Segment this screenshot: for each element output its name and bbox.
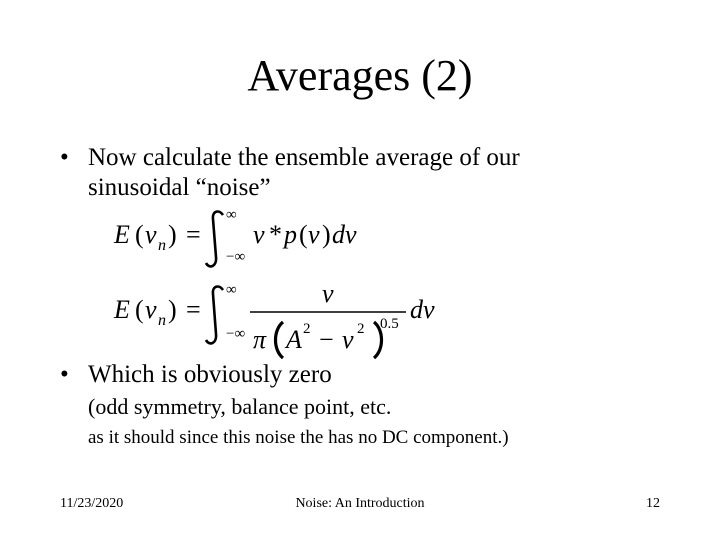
eq2-left-big-paren [276, 322, 284, 358]
equation-2 [110, 278, 455, 363]
eq1-subscript-n: n [158, 237, 166, 254]
equation-1 [110, 205, 400, 275]
eq2-v-denominator: v [342, 325, 354, 354]
eq1-equals: = [186, 220, 201, 249]
eq1-star: * [269, 220, 282, 249]
eq2-right-big-paren [374, 322, 382, 358]
footer-title: Noise: An Introduction [295, 496, 425, 511]
eq2-lparen: ( [135, 295, 144, 324]
eq2-dv: dv [410, 295, 435, 324]
eq1-dv: dv [332, 220, 357, 249]
eq2-equals: = [186, 295, 201, 324]
eq2-v-exponent: 2 [357, 321, 365, 337]
footer-page-number: 12 [646, 496, 660, 511]
eq1-lower-limit: −∞ [226, 249, 246, 265]
eq2-lower-limit: −∞ [226, 326, 246, 342]
eq1-E: E [114, 220, 130, 249]
eq2-A: A [286, 325, 302, 354]
eq1-v2: v [253, 220, 265, 249]
bullet-dot: • [60, 361, 69, 388]
eq2-v: v [145, 295, 157, 324]
eq2-pi: π [253, 325, 267, 354]
eq2-subscript-n: n [158, 312, 166, 329]
eq1-p: p [284, 220, 297, 249]
eq2-upper-limit: ∞ [226, 282, 237, 298]
eq1-lparen: ( [135, 220, 144, 249]
eq1-v: v [145, 220, 157, 249]
slide-title: Averages (2) [247, 51, 473, 100]
note-line-1: (odd symmetry, balance point, etc. [88, 394, 392, 419]
eq1-v3: v [308, 220, 320, 249]
eq2-numerator-v: v [322, 279, 334, 308]
footer-date: 11/23/2020 [60, 496, 124, 511]
bullet-dot: • [60, 144, 69, 171]
eq2-outer-exponent: 0.5 [380, 316, 399, 332]
bullet-1-line-1: Now calculate the ensemble average of our [88, 144, 520, 171]
eq1-rparen-2: ) [322, 220, 331, 249]
eq1-integral-sign [206, 212, 223, 267]
eq1-lparen-2: ( [299, 220, 308, 249]
eq2-A-exponent: 2 [303, 321, 311, 337]
bullet-2-text: Which is obviously zero [88, 361, 332, 388]
bullet-1-line-2: sinusoidal “noise” [88, 174, 271, 201]
eq1-upper-limit: ∞ [226, 207, 237, 223]
eq2-E: E [114, 295, 130, 324]
eq1-rparen: ) [168, 220, 177, 249]
eq2-rparen: ) [168, 295, 177, 324]
eq2-minus: − [319, 325, 334, 354]
eq2-integral-sign [206, 287, 223, 344]
note-line-2: as it should since this noise the has no DC component.) [88, 427, 509, 448]
